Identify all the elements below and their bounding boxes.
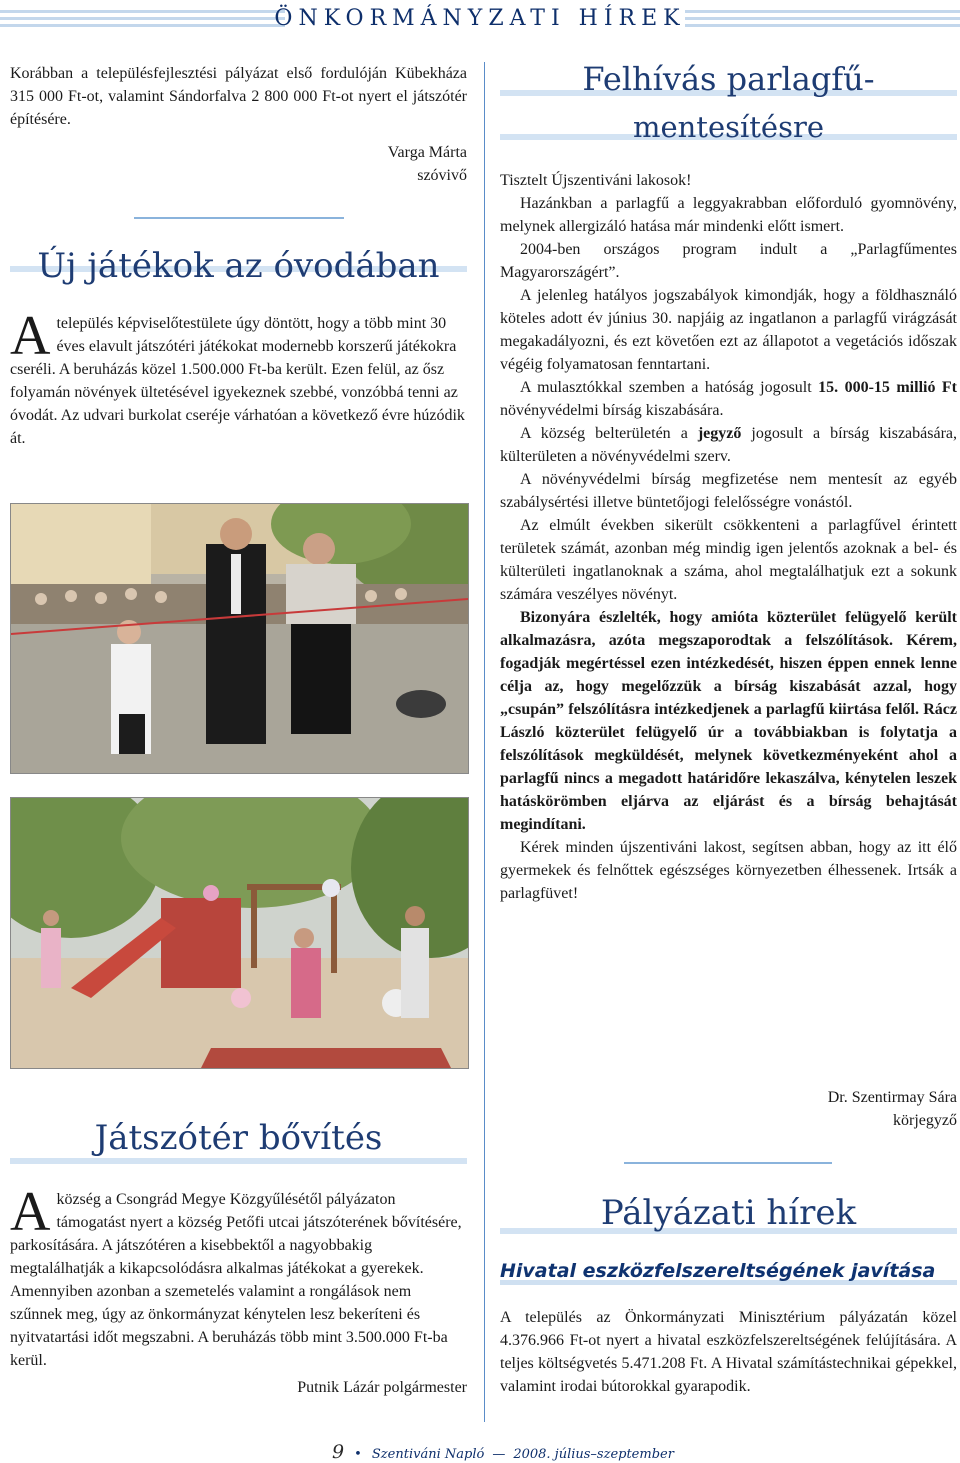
paragraph-bold: Bizonyára észlelték, hogy amióta közterület felügyelő került alkalmazásra, azóta megszaporodtak a felszólítások. Kérem, fogadják megértéssel ezen intézkedését, hiszen éppen ennek lenne célja az, hogy megelőzzük a bírság kiszabását azzal, hogy „csupán” felszólításra intézkedjenek a parlagfű kiirtása felől. Rácz László közterület felügyelő úr a továbbiakban is folytatja a felszólítások megküldését, melynek következményeként ahol a parlagfű nincs a megadott határidőre lekaszálva, kénytelen leszek hatáskörömben eljárva az eljárást és a bírság behajtását megindítani. — [500, 609, 957, 833]
dropcap: A — [10, 305, 51, 367]
article-title-playground: Játszótér bővítés — [94, 1118, 383, 1158]
ribbon-cutting-photo — [10, 503, 469, 774]
issue-date: 2008. július–szeptember — [513, 1447, 674, 1462]
ragweed-signature-name: Dr. Szentirmay Sára — [827, 1089, 957, 1106]
paragraph: 2004-ben országos program indult a „Parlagfűmentes Magyarországért”. — [500, 241, 957, 281]
ragweed-article-body — [500, 169, 957, 905]
separator-line — [624, 1162, 832, 1164]
article-text: község a Csongrád Megye Közgyűlésétől pályázaton támogatást nyert a község Petőfi utcai játszóterének bővítésére, parkosítására. A játszótéren a kisebbektől a nagyobbakig megtalálhatják a kikapcsolódásra alkalmas játékokat a gyerekek. Amennyiben azonban a szemetelés valamint a rongálások nem szűnnek meg, úgy az önkormányzat kénytelen lesz bekeríteni és nyitvatartási időt megszabni. A beruházás több mint 3.500.000 Ft-ba kerül. — [10, 1191, 462, 1369]
grant-subheading: Hivatal eszközfelszereltségének javítása — [500, 1260, 936, 1282]
grant-text: A település az Önkormányzati Minisztérium pályázatán közel 4.376.966 Ft-ot nyert a hivatal eszközfelszereltségének felújítására. A teljes költségvetés 5.471.208 Ft. A Hivatal számítástechnikai gépekkel, valamint irodai bútorokkal gyarapodik. — [500, 1309, 957, 1395]
greeting: Tisztelt Újszentiváni lakosok! — [500, 172, 692, 189]
playground-signature: Putnik Lázár polgármester — [297, 1379, 467, 1396]
column-divider — [484, 62, 485, 1422]
paragraph: Kérek minden újszentiváni lakost, segítsen abban, hogy az itt élő gyermekek és felnőttek egészséges környezetben élhessenek. Irtsák a parlagfüvet! — [500, 839, 957, 902]
bullet-icon: • — [354, 1447, 362, 1462]
intro-paragraph: Korábban a településfejlesztési pályázat első fordulóján Kübekháza 315 000 Ft-ot, valamint Sándorfalva 2 800 000 Ft-ot nyert el játszótér építésére. — [10, 65, 467, 128]
article-text: település képviselőtestülete úgy döntött, hogy a több mint 30 éves elavult játszótéri játékokat modernebb korszerű játékokra cseréli. A beruházás közel 1.500.000 Ft-ba került. Ezen felül, az ősz folyamán növények ültetésével igyekeznek szebbé, vonzóbbá tenni az óvodát. Az udvari burkolat cseréje várhatóan a következő évre húzódik át. — [10, 315, 465, 447]
playground-photo — [10, 797, 469, 1069]
article-body-playground — [10, 1181, 467, 1399]
paragraph: Hazánkban a parlagfű a leggyakrabban előforduló gyomnövény, melynek allergizáló hatása már mindenki előtt ismert. — [500, 195, 957, 235]
separator-line — [134, 217, 344, 219]
section-title: ÖNKORMÁNYZATI HÍREK — [0, 6, 960, 31]
paragraph: A község belterületén a jegyző jogosult a bírság kiszabására, külterületen a növényvédelmi szerv. — [500, 425, 957, 465]
article-title-ragweed-line1: Felhívás parlagfű- — [582, 60, 875, 98]
dash-separator: — — [492, 1447, 506, 1462]
article-title-grants: Pályázati hírek — [600, 1193, 857, 1233]
article-body-new-toys — [10, 305, 467, 450]
intro-signature-name: Varga Márta — [387, 144, 467, 161]
paragraph: Az elmúlt években sikerült csökkenteni a parlagfűvel érintett területek számát, azonban még mindig igen jelentős azoknak a bel- és külterületi ingatlanoknak a száma, ahol megtalálhatjuk ezt a sokunk számára veszélyes növényt. — [500, 517, 957, 603]
page-footer — [332, 1441, 674, 1463]
paragraph: A mulasztókkal szemben a hatóság jogosult 15. 000-15 millió Ft növényvédelmi bírság kiszabására. — [500, 379, 957, 419]
publication-name: Szentiváni Napló — [371, 1447, 485, 1462]
page-header — [0, 0, 960, 38]
paragraph: A jelenleg hatályos jogszabályok kimondják, hogy a földhasználó köteles adott év június 30. napjáig az ingatlanon a parlagfű virágzását megakadályozni, és ezt követően ezt az állapotot a vegetációs időszak végéig folyamatosan fenntartani. — [500, 287, 957, 373]
heading-underline — [10, 1158, 467, 1164]
ragweed-signature-role: körjegyző — [893, 1112, 957, 1129]
page-number: 9 — [332, 1441, 345, 1463]
article-title-new-toys: Új játékok az óvodában — [37, 246, 440, 286]
article-title-ragweed-line2: mentesítésre — [632, 110, 825, 144]
paragraph: A növényvédelmi bírság megfizetése nem mentesít az egyéb szabálysértési illetve büntetőjogi felelősségre vonástól. — [500, 471, 957, 511]
intro-signature-role: szóvivő — [417, 167, 467, 184]
dropcap: A — [10, 1181, 51, 1243]
